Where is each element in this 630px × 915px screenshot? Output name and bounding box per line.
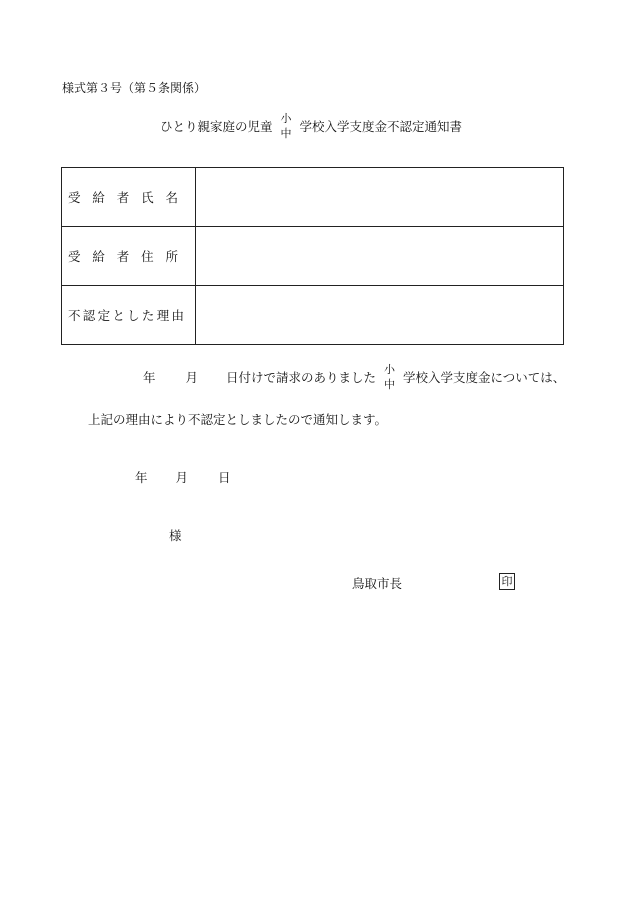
school-type-selector (281, 111, 292, 141)
notice-day: 日 (218, 470, 231, 485)
body-school-junior-high: 中 (384, 378, 396, 391)
notice-date (135, 468, 231, 486)
body-text-before: 日付けで請求のありました (226, 370, 377, 385)
seal-stamp-icon: 印 (499, 573, 515, 590)
table-row-recipient-name (62, 168, 564, 227)
request-year: 年 (143, 370, 156, 385)
body-school-type-selector (384, 362, 395, 392)
notice-year: 年 (135, 470, 148, 485)
title-prefix: ひとり親家庭の児童 (160, 119, 273, 134)
body-school-elementary: 小 (384, 363, 396, 376)
title-suffix: 学校入学支度金不認定通知書 (299, 119, 463, 134)
table-row-recipient-address (62, 227, 564, 286)
issuer-name: 鳥取市長 (352, 576, 403, 591)
notice-body-line-1 (143, 361, 565, 393)
value-recipient-address[interactable] (196, 227, 564, 286)
value-rejection-reason[interactable] (196, 286, 564, 345)
notice-body-line-2: 上記の理由により不認定としましたので通知します。 (88, 412, 388, 427)
label-recipient-address: 受 給 者 住 所 (62, 227, 196, 286)
body-text-after: 学校入学支度金については、 (403, 370, 566, 385)
form-number: 様式第３号（第５条関係） (62, 81, 207, 95)
notice-month: 月 (175, 470, 189, 485)
value-recipient-name[interactable] (196, 168, 564, 227)
table-row-rejection-reason (62, 286, 564, 345)
addressee-honorific: 様 (169, 528, 182, 543)
request-month: 月 (185, 370, 199, 385)
school-junior-high: 中 (280, 127, 292, 140)
document-title (160, 111, 462, 141)
label-recipient-name: 受 給 者 氏 名 (62, 168, 196, 227)
recipient-info-table (61, 167, 564, 345)
school-elementary: 小 (280, 112, 292, 125)
label-rejection-reason: 不 認 定 と し た 理 由 (62, 286, 196, 345)
